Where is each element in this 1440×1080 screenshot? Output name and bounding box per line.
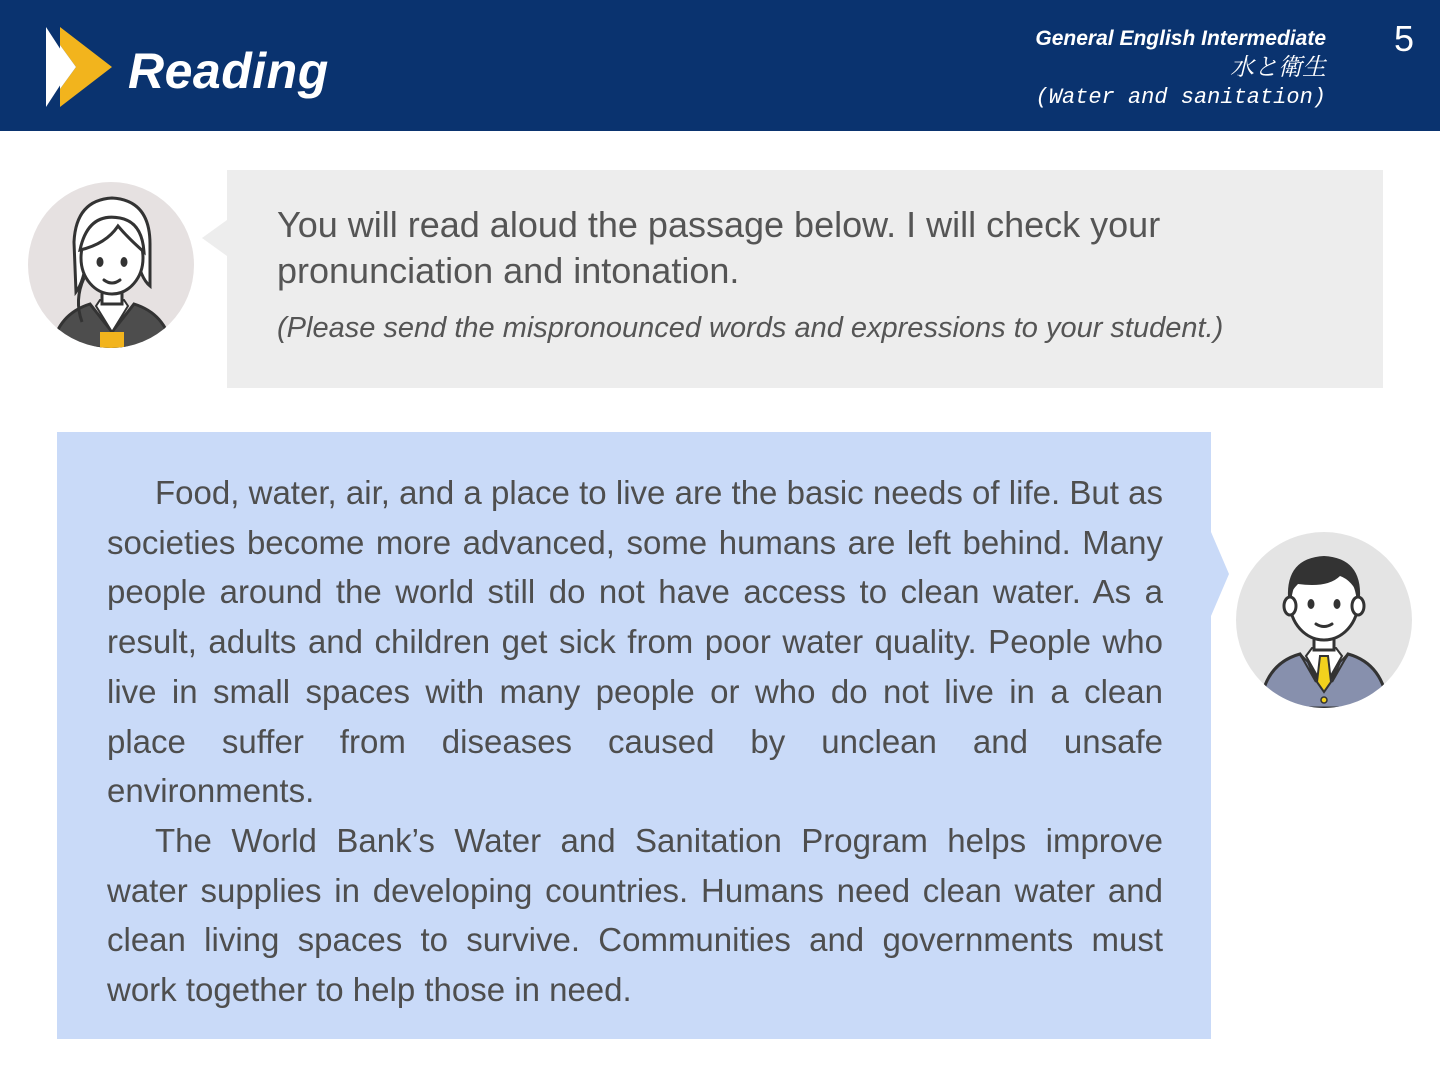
lesson-title-en: (Water and sanitation) [1035,85,1326,110]
passage-paragraph-2: The World Bank’s Water and Sanitation Program helps improve water supplies in developing countries. Humans need clean water and clean living spaces to survive. Communities and governments must work together to help those in need. [107,821,1163,1009]
student-avatar-icon [1236,532,1412,708]
lesson-title-jp: 水と衛生 [1230,53,1326,81]
course-info [1035,26,1326,114]
section-title: Reading [128,43,329,99]
bubble-tail [202,220,227,256]
header-bar [0,0,1440,131]
page-number: 5 [1393,18,1414,59]
instruction-text: You will read aloud the passage below. I will check your pronunciation and intonation. [277,204,1161,291]
bubble-tail [1211,532,1229,616]
teacher-speech-bubble [227,170,1383,388]
passage-paragraph-1: Food, water, air, and a place to live are the basic needs of life. But as societies become more advanced, some humans are left behind. Many people around the world still do not have access to clean water. As a result, adults and children get sick from poor water quality. People who live in small spaces with many people or who do not live in a clean place suffer from diseases caused by unclean and unsafe environments. [107,474,1163,810]
play-arrows-logo-icon [46,27,112,107]
teacher-avatar-icon [28,182,194,348]
reading-passage [107,468,1163,1015]
course-name: General English Intermediate [1035,27,1326,50]
reading-passage-box [57,432,1211,1039]
instruction-note: (Please send the mispronounced words and expressions to your student.) [277,312,1224,344]
